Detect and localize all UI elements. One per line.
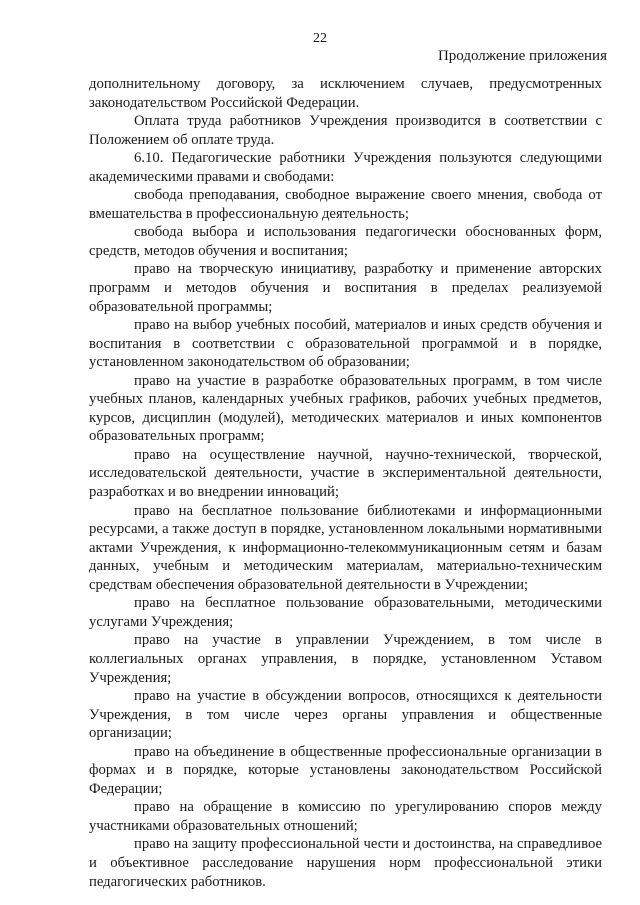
- paragraph: свобода выбора и использования педагогически обоснованных форм, средств, методов обучения и воспитания;: [89, 224, 602, 259]
- document-body: [89, 75, 602, 891]
- paragraph: право на бесплатное пользование образовательными, методическими услугами Учреждения;: [89, 595, 602, 630]
- paragraph: право на участие в обсуждении вопросов, относящихся к деятельности Учреждения, в том числе через органы управления и общественные организации;: [89, 688, 602, 742]
- paragraph: 6.10. Педагогические работники Учреждения пользуются следующими академическими правами и свободами:: [89, 150, 602, 185]
- paragraph: право на творческую инициативу, разработку и применение авторских программ и методов обучения и воспитания в пределах реализуемой образовательной программы;: [89, 261, 602, 315]
- paragraph: Оплата труда работников Учреждения производится в соответствии с Положением об оплате труда.: [89, 113, 602, 148]
- paragraph: право на защиту профессиональной чести и достоинства, на справедливое и объективное расследование нарушения норм профессиональной этики педагогических работников.: [89, 836, 602, 890]
- appendix-continuation-note: Продолжение приложения: [437, 48, 607, 64]
- paragraph: право на бесплатное пользование библиотеками и информационными ресурсами, а также доступ в порядке, установленном локальными нормативными актами Учреждения, к информационно-телекоммуникационным сетям и базам данных, учебным и методическим материалам, материально-техническим средствам обеспечения образовательной деятельности в Учреждении;: [89, 502, 602, 593]
- paragraph: право на обращение в комиссию по урегулированию споров между участниками образовательных отношений;: [89, 799, 602, 834]
- paragraph: дополнительному договору, за исключением случаев, предусмотренных законодательством Российской Федерации.: [89, 76, 602, 111]
- paragraph: право на выбор учебных пособий, материалов и иных средств обучения и воспитания в соответствии с образовательной программой и в порядке, установленном законодательством об образовании;: [89, 317, 602, 371]
- paragraph: право на участие в управлении Учреждением, в том числе в коллегиальных органах управления, в порядке, установленном Уставом Учреждения;: [89, 632, 602, 686]
- paragraph: право на участие в разработке образовательных программ, в том числе учебных планов, календарных учебных графиков, рабочих учебных предметов, курсов, дисциплин (модулей), методических материалов и иных компонентов образовательных программ;: [89, 372, 602, 445]
- page-number: 22: [313, 31, 327, 46]
- paragraph: право на объединение в общественные профессиональные организации в формах и в порядке, которые установлены законодательством Российской Федерации;: [89, 743, 602, 797]
- paragraph: свобода преподавания, свободное выражение своего мнения, свобода от вмешательства в профессиональную деятельность;: [89, 187, 602, 222]
- paragraph: право на осуществление научной, научно-технической, творческой, исследовательской деятельности, участие в экспериментальной деятельности, разработках и во внедрении инноваций;: [89, 446, 602, 501]
